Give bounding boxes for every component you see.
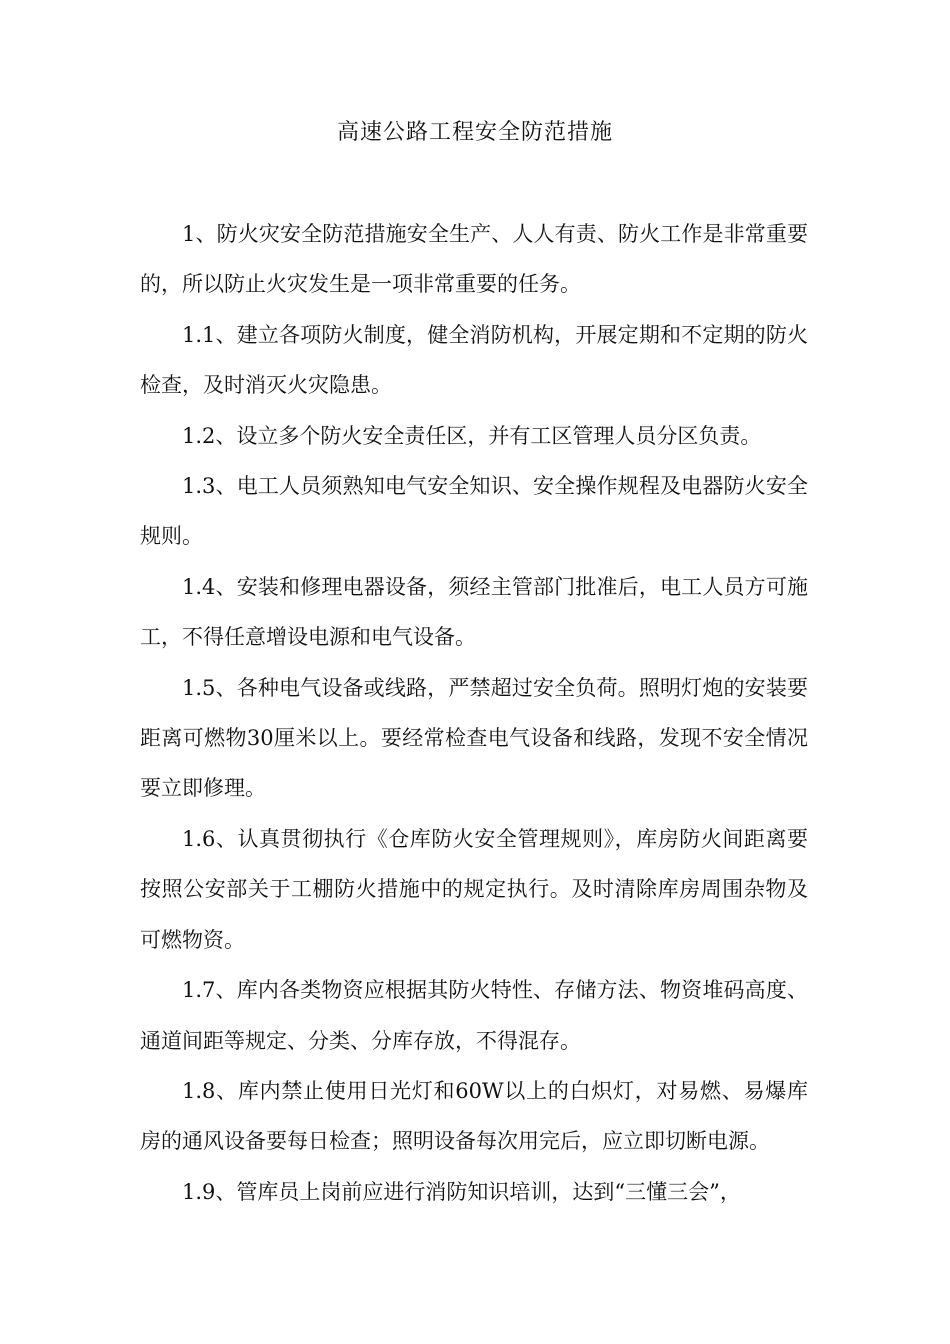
paragraph-1-9: 1.9、管库员上岗前应进行消防知识培训，达到“三懂三会”， bbox=[182, 1179, 741, 1204]
paragraph-1-5: 1.5、各种电气设备或线路，严禁超过安全负荷。照明灯炮的安装要距离可燃物30厘米以上。要经常检查电气设备和线路，发现不安全情况要立即修理。 bbox=[140, 675, 808, 801]
paragraph-1-6: 1.6、认真贯彻执行《仓库防火安全管理规则》，库房防火间距离要按照公安部关于工棚防火措施中的规定执行。及时清除库房周围杂物及可燃物资。 bbox=[140, 826, 808, 952]
document-body bbox=[140, 209, 808, 1217]
paragraph-1-8: 1.8、库内禁止使用日光灯和60W以上的白炽灯，对易燃、易爆库房的通风设备要每日检查；照明设备每次用完后，应立即切断电源。 bbox=[140, 1078, 808, 1154]
paragraph-1-2: 1.2、设立多个防火安全责任区，并有工区管理人员分区负责。 bbox=[182, 423, 762, 448]
paragraph-1-4: 1.4、安装和修理电器设备，须经主管部门批准后，电工人员方可施工，不得任意增设电源和电气设备。 bbox=[140, 574, 808, 650]
paragraph-1-7: 1.7、库内各类物资应根据其防火特性、存储方法、物资堆码高度、通道间距等规定、分类、分库存放，不得混存。 bbox=[140, 978, 808, 1053]
document-title: 高速公路工程安全防范措施 bbox=[336, 120, 613, 145]
paragraph-1-1: 1.1、建立各项防火制度，健全消防机构，开展定期和不定期的防火检查，及时消灭火灾隐患。 bbox=[140, 322, 808, 398]
paragraph-fire-prevention: 1、防火灾安全防范措施安全生产、人人有责、防火工作是非常重要的，所以防止火灾发生是一项非常重要的任务。 bbox=[140, 222, 808, 297]
paragraph-1-3: 1.3、电工人员须熟知电气安全知识、安全操作规程及电器防火安全规则。 bbox=[140, 474, 808, 549]
